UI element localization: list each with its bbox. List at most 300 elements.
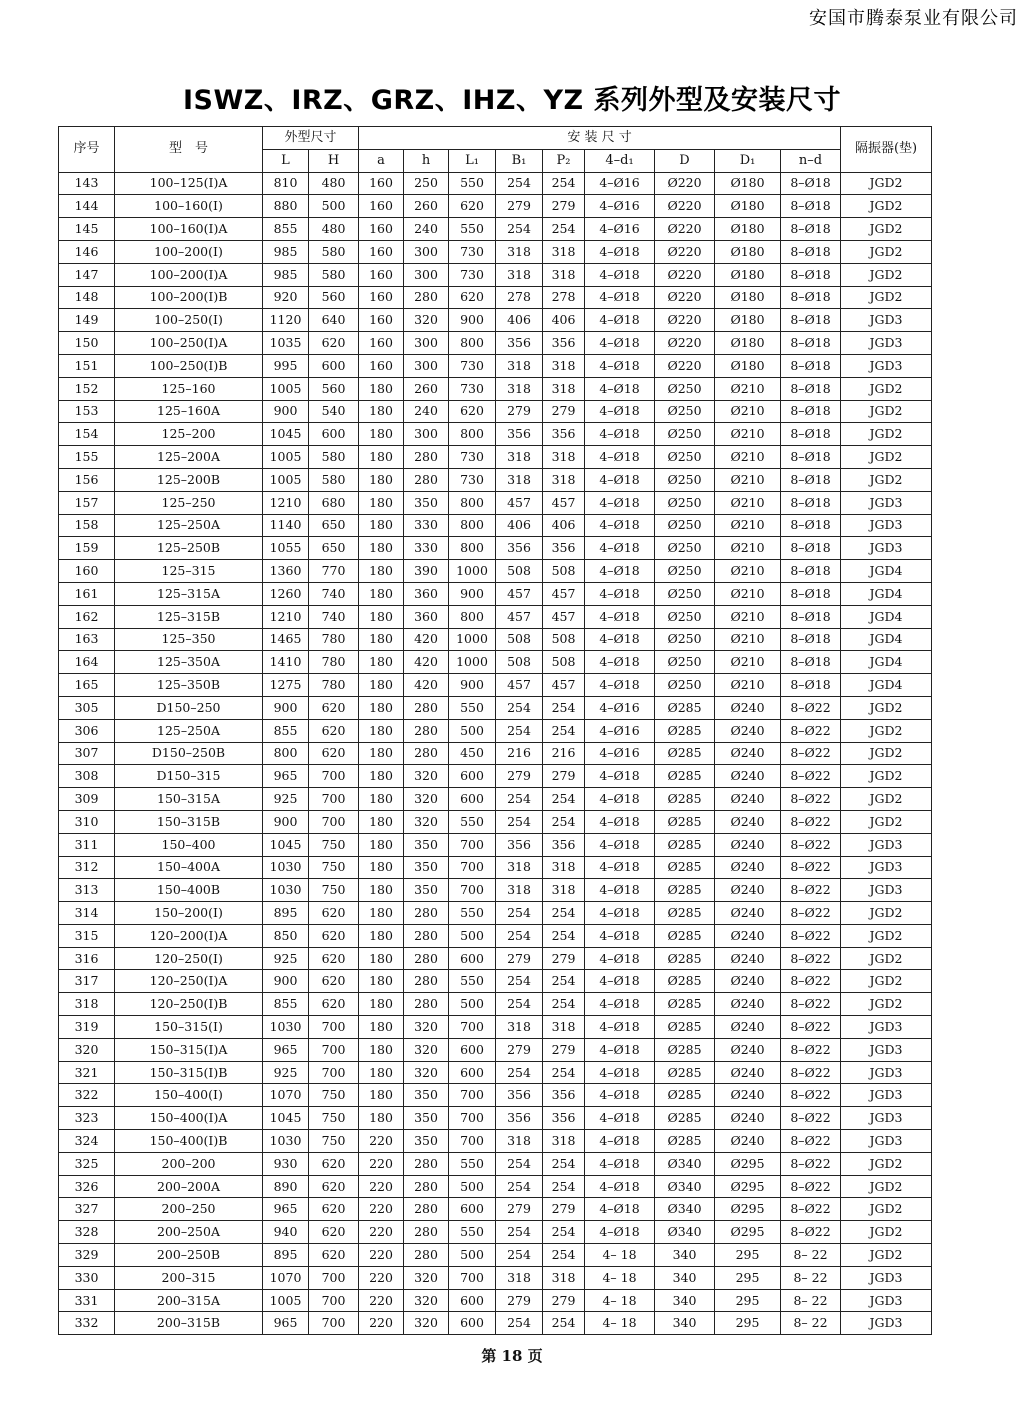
cell-L: 1070 [263, 1266, 309, 1289]
header-row-1 [59, 127, 932, 150]
cell-H: 700 [309, 788, 359, 811]
cell-P2: 278 [543, 286, 585, 309]
cell-d1: 4–Ø18 [585, 309, 655, 332]
cell-D: Ø285 [655, 993, 715, 1016]
header-seq: 序号 [59, 127, 115, 173]
cell-model: 200–315B [115, 1312, 263, 1335]
cell-seq: 159 [59, 537, 115, 560]
cell-H: 480 [309, 218, 359, 241]
cell-D1: Ø240 [715, 719, 781, 742]
cell-model: 125–350A [115, 651, 263, 674]
cell-nd: 8–Ø22 [781, 1061, 841, 1084]
cell-model: 125–350B [115, 674, 263, 697]
cell-H: 780 [309, 628, 359, 651]
cell-nd: 8–Ø22 [781, 1038, 841, 1061]
cell-a: 220 [359, 1244, 404, 1267]
table-row [59, 1175, 932, 1198]
cell-h: 320 [404, 788, 449, 811]
cell-L1: 800 [449, 423, 496, 446]
cell-B1: 254 [496, 924, 543, 947]
cell-seq: 323 [59, 1107, 115, 1130]
cell-nd: 8–Ø18 [781, 218, 841, 241]
cell-D1: Ø210 [715, 537, 781, 560]
cell-D: Ø250 [655, 582, 715, 605]
cell-D1: Ø240 [715, 833, 781, 856]
table-row [59, 674, 932, 697]
cell-h: 280 [404, 1244, 449, 1267]
cell-isolator: JGD2 [841, 1221, 932, 1244]
cell-nd: 8–Ø18 [781, 423, 841, 446]
cell-isolator: JGD3 [841, 1289, 932, 1312]
cell-a: 180 [359, 924, 404, 947]
cell-L1: 500 [449, 924, 496, 947]
cell-seq: 325 [59, 1152, 115, 1175]
cell-nd: 8–Ø18 [781, 674, 841, 697]
cell-P2: 279 [543, 765, 585, 788]
cell-d1: 4–Ø18 [585, 1221, 655, 1244]
table-row [59, 1289, 932, 1312]
cell-H: 620 [309, 1244, 359, 1267]
cell-P2: 406 [543, 514, 585, 537]
cell-P2: 254 [543, 1244, 585, 1267]
cell-model: 125–160A [115, 400, 263, 423]
cell-nd: 8–Ø22 [781, 742, 841, 765]
cell-h: 280 [404, 286, 449, 309]
cell-L1: 550 [449, 696, 496, 719]
header-L: L [263, 149, 309, 172]
cell-h: 350 [404, 1084, 449, 1107]
cell-h: 390 [404, 560, 449, 583]
cell-h: 350 [404, 491, 449, 514]
cell-P2: 318 [543, 1130, 585, 1153]
cell-isolator: JGD2 [841, 810, 932, 833]
cell-h: 300 [404, 263, 449, 286]
table-row [59, 446, 932, 469]
cell-a: 180 [359, 1016, 404, 1039]
table-row [59, 788, 932, 811]
table-row [59, 651, 932, 674]
cell-H: 750 [309, 833, 359, 856]
cell-nd: 8–Ø18 [781, 400, 841, 423]
cell-model: 200–315 [115, 1266, 263, 1289]
cell-D1: Ø180 [715, 218, 781, 241]
cell-D: Ø250 [655, 423, 715, 446]
cell-d1: 4–Ø18 [585, 240, 655, 263]
cell-a: 160 [359, 240, 404, 263]
cell-L: 895 [263, 1244, 309, 1267]
cell-H: 580 [309, 446, 359, 469]
cell-D: Ø285 [655, 1038, 715, 1061]
cell-a: 160 [359, 218, 404, 241]
cell-model: 100–200(Ⅰ)A [115, 263, 263, 286]
cell-seq: 158 [59, 514, 115, 537]
cell-d1: 4–Ø18 [585, 1198, 655, 1221]
cell-L: 880 [263, 195, 309, 218]
cell-seq: 318 [59, 993, 115, 1016]
cell-a: 180 [359, 765, 404, 788]
table-row [59, 879, 932, 902]
cell-P2: 254 [543, 788, 585, 811]
cell-B1: 254 [496, 719, 543, 742]
cell-P2: 254 [543, 1061, 585, 1084]
cell-D: 340 [655, 1266, 715, 1289]
cell-B1: 254 [496, 1244, 543, 1267]
cell-D: Ø250 [655, 377, 715, 400]
cell-B1: 356 [496, 423, 543, 446]
cell-d1: 4–Ø18 [585, 1130, 655, 1153]
cell-isolator: JGD2 [841, 446, 932, 469]
cell-d1: 4– 18 [585, 1244, 655, 1267]
cell-L: 900 [263, 696, 309, 719]
cell-D: Ø285 [655, 856, 715, 879]
cell-L1: 800 [449, 514, 496, 537]
cell-D1: Ø240 [715, 947, 781, 970]
cell-nd: 8–Ø18 [781, 628, 841, 651]
cell-B1: 279 [496, 765, 543, 788]
cell-a: 180 [359, 788, 404, 811]
cell-B1: 457 [496, 491, 543, 514]
cell-isolator: JGD2 [841, 902, 932, 925]
cell-D1: Ø240 [715, 1107, 781, 1130]
cell-h: 330 [404, 514, 449, 537]
cell-L1: 1000 [449, 651, 496, 674]
cell-seq: 153 [59, 400, 115, 423]
cell-B1: 254 [496, 993, 543, 1016]
cell-nd: 8–Ø22 [781, 902, 841, 925]
cell-D1: Ø240 [715, 1130, 781, 1153]
cell-a: 160 [359, 286, 404, 309]
cell-H: 650 [309, 514, 359, 537]
cell-L: 1055 [263, 537, 309, 560]
cell-D1: Ø240 [715, 1038, 781, 1061]
cell-seq: 305 [59, 696, 115, 719]
cell-nd: 8–Ø18 [781, 446, 841, 469]
cell-P2: 254 [543, 810, 585, 833]
cell-D1: Ø210 [715, 446, 781, 469]
cell-isolator: JGD4 [841, 651, 932, 674]
table-row [59, 468, 932, 491]
cell-h: 300 [404, 332, 449, 355]
cell-D1: Ø180 [715, 309, 781, 332]
cell-nd: 8–Ø22 [781, 1016, 841, 1039]
cell-H: 600 [309, 423, 359, 446]
cell-isolator: JGD2 [841, 423, 932, 446]
cell-L1: 730 [449, 468, 496, 491]
cell-h: 320 [404, 309, 449, 332]
cell-a: 180 [359, 719, 404, 742]
cell-nd: 8–Ø22 [781, 696, 841, 719]
cell-model: 150–400(Ⅰ)B [115, 1130, 263, 1153]
cell-D1: Ø240 [715, 742, 781, 765]
cell-d1: 4–Ø18 [585, 924, 655, 947]
cell-D1: 295 [715, 1244, 781, 1267]
cell-h: 280 [404, 1198, 449, 1221]
cell-D1: Ø210 [715, 491, 781, 514]
cell-isolator: JGD3 [841, 491, 932, 514]
cell-P2: 406 [543, 309, 585, 332]
cell-L: 1005 [263, 1289, 309, 1312]
cell-D1: Ø180 [715, 195, 781, 218]
cell-seq: 306 [59, 719, 115, 742]
cell-B1: 254 [496, 788, 543, 811]
cell-h: 420 [404, 628, 449, 651]
cell-D: 340 [655, 1244, 715, 1267]
cell-nd: 8–Ø18 [781, 240, 841, 263]
cell-L: 1120 [263, 309, 309, 332]
cell-a: 180 [359, 1061, 404, 1084]
cell-B1: 279 [496, 947, 543, 970]
cell-isolator: JGD2 [841, 993, 932, 1016]
cell-D1: Ø295 [715, 1152, 781, 1175]
cell-L: 1035 [263, 332, 309, 355]
cell-L1: 620 [449, 286, 496, 309]
cell-a: 180 [359, 993, 404, 1016]
cell-L: 1210 [263, 491, 309, 514]
cell-B1: 457 [496, 605, 543, 628]
cell-d1: 4–Ø18 [585, 1107, 655, 1130]
cell-model: 100–160(Ⅰ)A [115, 218, 263, 241]
cell-D1: Ø180 [715, 354, 781, 377]
cell-seq: 322 [59, 1084, 115, 1107]
cell-D: Ø250 [655, 468, 715, 491]
cell-h: 280 [404, 446, 449, 469]
cell-seq: 308 [59, 765, 115, 788]
table-row [59, 560, 932, 583]
cell-h: 280 [404, 696, 449, 719]
cell-P2: 457 [543, 674, 585, 697]
cell-L1: 450 [449, 742, 496, 765]
cell-nd: 8– 22 [781, 1312, 841, 1335]
cell-D1: 295 [715, 1312, 781, 1335]
cell-d1: 4–Ø16 [585, 172, 655, 195]
cell-H: 620 [309, 924, 359, 947]
company-name: 安国市腾泰泵业有限公司 [809, 8, 1018, 29]
cell-H: 620 [309, 742, 359, 765]
cell-L1: 600 [449, 947, 496, 970]
cell-model: 100–250(Ⅰ)A [115, 332, 263, 355]
cell-d1: 4–Ø18 [585, 400, 655, 423]
cell-nd: 8– 22 [781, 1266, 841, 1289]
cell-D: Ø285 [655, 833, 715, 856]
header-P2: P₂ [543, 149, 585, 172]
cell-L1: 700 [449, 1084, 496, 1107]
cell-D1: Ø240 [715, 1061, 781, 1084]
cell-a: 180 [359, 902, 404, 925]
cell-model: 120–250(Ⅰ) [115, 947, 263, 970]
cell-d1: 4– 18 [585, 1312, 655, 1335]
cell-nd: 8–Ø22 [781, 788, 841, 811]
cell-P2: 216 [543, 742, 585, 765]
cell-nd: 8–Ø18 [781, 263, 841, 286]
cell-a: 180 [359, 1038, 404, 1061]
cell-L1: 600 [449, 1061, 496, 1084]
cell-seq: 160 [59, 560, 115, 583]
cell-D1: Ø210 [715, 582, 781, 605]
cell-seq: 146 [59, 240, 115, 263]
cell-P2: 279 [543, 195, 585, 218]
cell-B1: 254 [496, 1175, 543, 1198]
cell-seq: 156 [59, 468, 115, 491]
cell-seq: 309 [59, 788, 115, 811]
cell-nd: 8–Ø22 [781, 993, 841, 1016]
cell-D1: Ø180 [715, 332, 781, 355]
cell-model: 150–400 [115, 833, 263, 856]
cell-a: 220 [359, 1312, 404, 1335]
cell-d1: 4–Ø18 [585, 446, 655, 469]
cell-d1: 4–Ø18 [585, 788, 655, 811]
cell-model: 100–250(Ⅰ) [115, 309, 263, 332]
cell-model: D150–250 [115, 696, 263, 719]
cell-B1: 406 [496, 514, 543, 537]
cell-a: 180 [359, 446, 404, 469]
cell-D1: Ø240 [715, 810, 781, 833]
cell-D: Ø250 [655, 560, 715, 583]
cell-D: Ø250 [655, 446, 715, 469]
cell-isolator: JGD3 [841, 1038, 932, 1061]
cell-L: 900 [263, 400, 309, 423]
cell-L: 855 [263, 218, 309, 241]
cell-L: 1465 [263, 628, 309, 651]
cell-a: 160 [359, 354, 404, 377]
cell-P2: 279 [543, 1198, 585, 1221]
cell-model: 125–200 [115, 423, 263, 446]
cell-D: Ø220 [655, 286, 715, 309]
cell-h: 350 [404, 1130, 449, 1153]
cell-model: 150–400(Ⅰ)A [115, 1107, 263, 1130]
cell-L1: 700 [449, 1016, 496, 1039]
cell-P2: 457 [543, 582, 585, 605]
cell-model: 200–200 [115, 1152, 263, 1175]
cell-d1: 4–Ø18 [585, 1084, 655, 1107]
cell-seq: 144 [59, 195, 115, 218]
cell-D: Ø285 [655, 810, 715, 833]
cell-L: 1140 [263, 514, 309, 537]
cell-B1: 508 [496, 628, 543, 651]
cell-L1: 500 [449, 1244, 496, 1267]
cell-L1: 900 [449, 674, 496, 697]
cell-H: 780 [309, 651, 359, 674]
page-number: 第 18 页 [481, 1347, 543, 1365]
cell-model: 200–250A [115, 1221, 263, 1244]
cell-a: 180 [359, 947, 404, 970]
cell-L: 965 [263, 1198, 309, 1221]
cell-isolator: JGD3 [841, 1130, 932, 1153]
cell-L1: 700 [449, 1266, 496, 1289]
cell-seq: 315 [59, 924, 115, 947]
cell-d1: 4–Ø18 [585, 902, 655, 925]
cell-L1: 700 [449, 1107, 496, 1130]
cell-P2: 356 [543, 833, 585, 856]
table-row [59, 309, 932, 332]
cell-L: 925 [263, 788, 309, 811]
cell-a: 220 [359, 1152, 404, 1175]
cell-h: 320 [404, 1312, 449, 1335]
cell-D: Ø285 [655, 947, 715, 970]
cell-B1: 318 [496, 1130, 543, 1153]
cell-model: 150–315B [115, 810, 263, 833]
cell-h: 280 [404, 1152, 449, 1175]
cell-d1: 4–Ø16 [585, 719, 655, 742]
cell-B1: 406 [496, 309, 543, 332]
cell-a: 180 [359, 674, 404, 697]
cell-isolator: JGD2 [841, 240, 932, 263]
cell-model: 125–315A [115, 582, 263, 605]
cell-seq: 152 [59, 377, 115, 400]
cell-h: 320 [404, 765, 449, 788]
cell-seq: 147 [59, 263, 115, 286]
cell-h: 320 [404, 1038, 449, 1061]
cell-h: 350 [404, 856, 449, 879]
cell-H: 700 [309, 1312, 359, 1335]
cell-B1: 279 [496, 195, 543, 218]
cell-D: Ø220 [655, 195, 715, 218]
cell-h: 320 [404, 810, 449, 833]
cell-P2: 279 [543, 1038, 585, 1061]
table-row [59, 400, 932, 423]
cell-model: 125–315 [115, 560, 263, 583]
cell-L: 855 [263, 719, 309, 742]
cell-d1: 4–Ø16 [585, 218, 655, 241]
cell-a: 160 [359, 195, 404, 218]
cell-P2: 318 [543, 263, 585, 286]
cell-d1: 4–Ø18 [585, 651, 655, 674]
cell-d1: 4–Ø18 [585, 582, 655, 605]
cell-L1: 600 [449, 765, 496, 788]
cell-seq: 327 [59, 1198, 115, 1221]
cell-D1: Ø240 [715, 970, 781, 993]
cell-P2: 356 [543, 332, 585, 355]
cell-isolator: JGD3 [841, 856, 932, 879]
table-row [59, 1198, 932, 1221]
cell-P2: 508 [543, 651, 585, 674]
table-row [59, 947, 932, 970]
table-row [59, 1312, 932, 1335]
cell-L1: 1000 [449, 560, 496, 583]
cell-L: 1045 [263, 833, 309, 856]
cell-D: Ø285 [655, 765, 715, 788]
cell-nd: 8–Ø22 [781, 1221, 841, 1244]
table-row [59, 1221, 932, 1244]
cell-a: 180 [359, 628, 404, 651]
cell-nd: 8–Ø18 [781, 651, 841, 674]
cell-P2: 356 [543, 537, 585, 560]
cell-L: 1005 [263, 446, 309, 469]
cell-L1: 600 [449, 1198, 496, 1221]
cell-seq: 164 [59, 651, 115, 674]
table-row [59, 1061, 932, 1084]
cell-seq: 314 [59, 902, 115, 925]
table-row [59, 491, 932, 514]
cell-D1: 295 [715, 1289, 781, 1312]
cell-model: 125–315B [115, 605, 263, 628]
cell-L: 940 [263, 1221, 309, 1244]
cell-a: 180 [359, 651, 404, 674]
cell-B1: 279 [496, 1198, 543, 1221]
cell-model: 150–315A [115, 788, 263, 811]
cell-P2: 279 [543, 1289, 585, 1312]
cell-H: 750 [309, 1130, 359, 1153]
table-row [59, 423, 932, 446]
cell-H: 640 [309, 309, 359, 332]
cell-h: 240 [404, 400, 449, 423]
cell-L1: 1000 [449, 628, 496, 651]
cell-isolator: JGD3 [841, 537, 932, 560]
cell-h: 320 [404, 1061, 449, 1084]
table-row [59, 742, 932, 765]
cell-h: 260 [404, 195, 449, 218]
cell-H: 620 [309, 1152, 359, 1175]
cell-a: 160 [359, 332, 404, 355]
